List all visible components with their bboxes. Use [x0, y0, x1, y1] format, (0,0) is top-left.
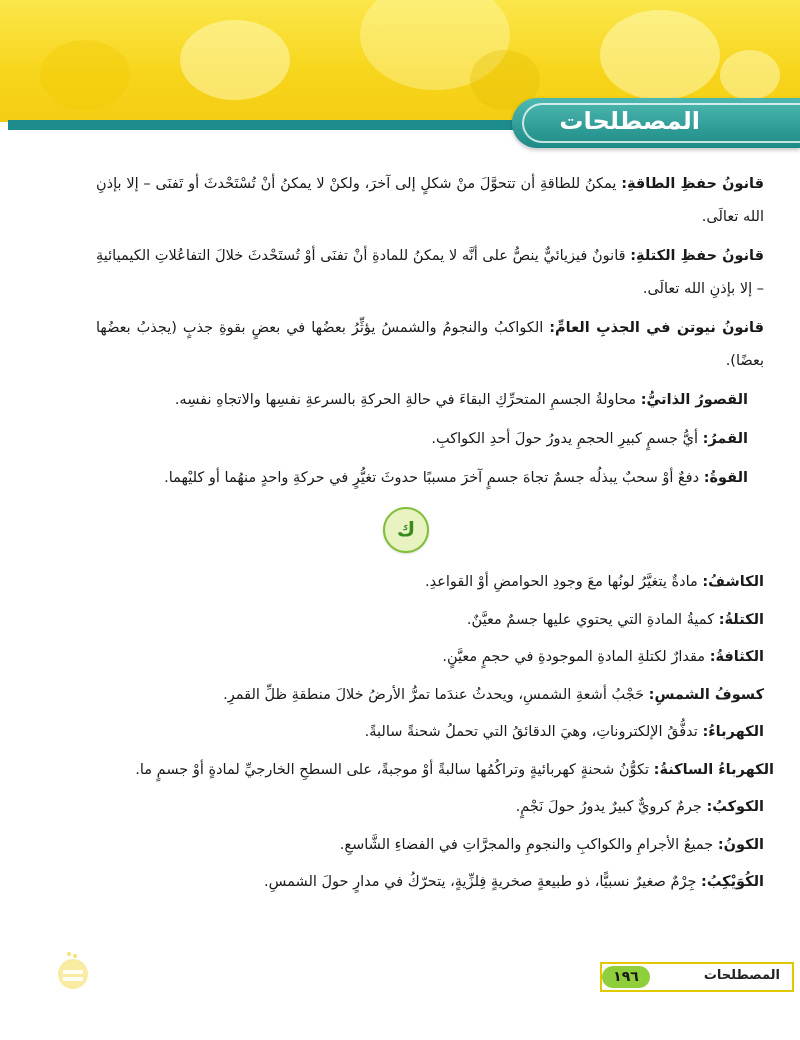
- entry-definition: جميعُ الأجرامِ والكواكبِ والنجومِ والمجرَّاتِ في الفضاءِ الشَّاسعِ.: [339, 836, 718, 853]
- section-letter-badge: ك: [383, 507, 429, 553]
- entry-definition: محاولةُ الجسمِ المتحرِّكِ البقاءَ في حالةِ الحركةِ بالسرعةِ نفسِها والاتجاهِ نفسِه.: [174, 392, 641, 408]
- glossary-section-qaf: [96, 168, 764, 501]
- entry-term: الكهرباءُ:: [702, 724, 764, 740]
- entry-term: الكاشفُ:: [702, 574, 764, 590]
- banner-decoration: [180, 20, 290, 100]
- glossary-entry: [110, 754, 774, 787]
- entry-term: قانونُ حفظِ الطاقةِ:: [621, 176, 764, 192]
- glossary-entry: [110, 641, 764, 674]
- banner-decoration: [600, 10, 720, 100]
- entry-definition: تكوُّنُ شحنةٍ كهربائيةٍ وتراكُمُها سالبةً أوْ موجبةً، على السطحِ الخارجيِّ لمادةٍ أوْ جسمٍ ما.: [135, 761, 654, 778]
- title-tab: [512, 98, 800, 148]
- glossary-entry: [110, 829, 764, 862]
- glossary-entry: [110, 866, 764, 899]
- entry-definition: دفعٌ أوْ سحبٌ يبذلُه جسمٌ تجاهَ جسمٍ آخرَ مسببًا حدوثَ تغيُّرٍ في حركةِ واحدٍ منهُما أو كليْهما.: [164, 470, 704, 486]
- entry-definition: الكواكبُ والنجومُ والشمسُ يؤثِّرُ بعضُها في بعضٍ بقوةِ جذبٍ (يجذبُ بعضُها بعضًا).: [96, 320, 764, 369]
- entry-definition: حَجْبُ أشعةِ الشمسِ، ويحدثُ عندَما تمرُّ الأرضُ خلالَ منطقةِ ظلِّ القمرِ.: [223, 686, 649, 703]
- glossary-entry: [96, 168, 764, 234]
- glossary-entry: [110, 566, 764, 599]
- glossary-entry: [96, 423, 764, 456]
- entry-term: الكوكبُ:: [706, 799, 764, 815]
- entry-definition: كميةُ المادةِ التي يحتوي عليها جسمٌ معيَّنٌ.: [466, 611, 719, 628]
- entry-definition: مقدارٌ لكتلةِ المادةِ الموجودةِ في حجمٍ معيَّنٍ.: [442, 649, 710, 665]
- entry-definition: تدفُّقُ الإلكتروناتِ، وهيَ الدقائقُ التي تحملُ شحنةً سالبةً.: [364, 724, 703, 740]
- glossary-entry: [96, 312, 764, 378]
- entry-definition: جِرْمٌ صغيرٌ نسبيًّا، ذو طبيعةٍ صخريةٍ فِلزِّيةٍ، يتحرّكُ في مدارٍ حولَ الشمسِ.: [264, 874, 702, 890]
- entry-definition: مادةٌ يتغيَّرُ لونُها معَ وجودِ الحوامضِ أوْ القواعدِ.: [424, 574, 703, 590]
- entry-term: القمرُ:: [702, 431, 748, 447]
- glossary-entry: [110, 679, 764, 712]
- page-title: المصطلحات: [559, 107, 700, 135]
- banner-decoration: [720, 50, 780, 100]
- entry-term: قانونُ حفظِ الكتلةِ:: [630, 248, 764, 264]
- entry-definition: يمكنُ للطاقةِ أن تتحوَّلَ منْ شكلٍ إلى آخرَ، ولكنْ لا يمكنُ أنْ تُسْتَحْدثَ أو تَفنَى – إلا بإذنِ الله تعالَى.: [96, 176, 764, 225]
- entry-definition: جرمٌ كرويٌّ كبيرٌ يدورُ حولَ نَجْمٍ.: [515, 799, 707, 815]
- entry-term: الكهرباءُ الساكنةُ:: [653, 761, 774, 778]
- publisher-logo-icon: [55, 948, 91, 992]
- glossary-section-kaf: [110, 566, 774, 904]
- entry-term: الكُوَيْكِبُ:: [701, 874, 764, 890]
- entry-definition: قانونٌ فيزيائيٌّ ينصُّ على أنَّه لا يمكنُ للمادةِ أنْ تفنَى أوْ تُستَحْدثَ خلالَ التفاعُلاتِ الكيميائيةِ – إلا بإذنِ الله تعالَى.: [96, 248, 764, 297]
- glossary-entry: [110, 791, 764, 824]
- glossary-entry: [110, 716, 764, 749]
- entry-term: القوةُ:: [703, 470, 748, 486]
- entry-definition: أيُّ جسمٍ كبيرِ الحجمِ يدورُ حولَ أحدِ الكواكبِ.: [431, 431, 703, 447]
- glossary-entry: [96, 462, 764, 495]
- glossary-entry: [110, 604, 764, 637]
- entry-term: الكثافةُ:: [709, 649, 764, 665]
- entry-term: الكونُ:: [717, 836, 764, 853]
- glossary-entry: [96, 384, 764, 417]
- entry-term: كسوفُ الشمسِ:: [648, 686, 764, 703]
- page-number-badge: ١٩٦: [602, 966, 650, 988]
- glossary-entry: [96, 240, 764, 306]
- entry-term: القصورُ الذاتيُّ:: [640, 392, 748, 408]
- entry-term: قانونُ نيوتن في الجذبِ العامِّ:: [549, 320, 765, 336]
- footer-section-label: المصطلحات: [703, 968, 780, 983]
- banner-decoration: [40, 40, 130, 110]
- entry-term: الكتلةُ:: [718, 611, 764, 628]
